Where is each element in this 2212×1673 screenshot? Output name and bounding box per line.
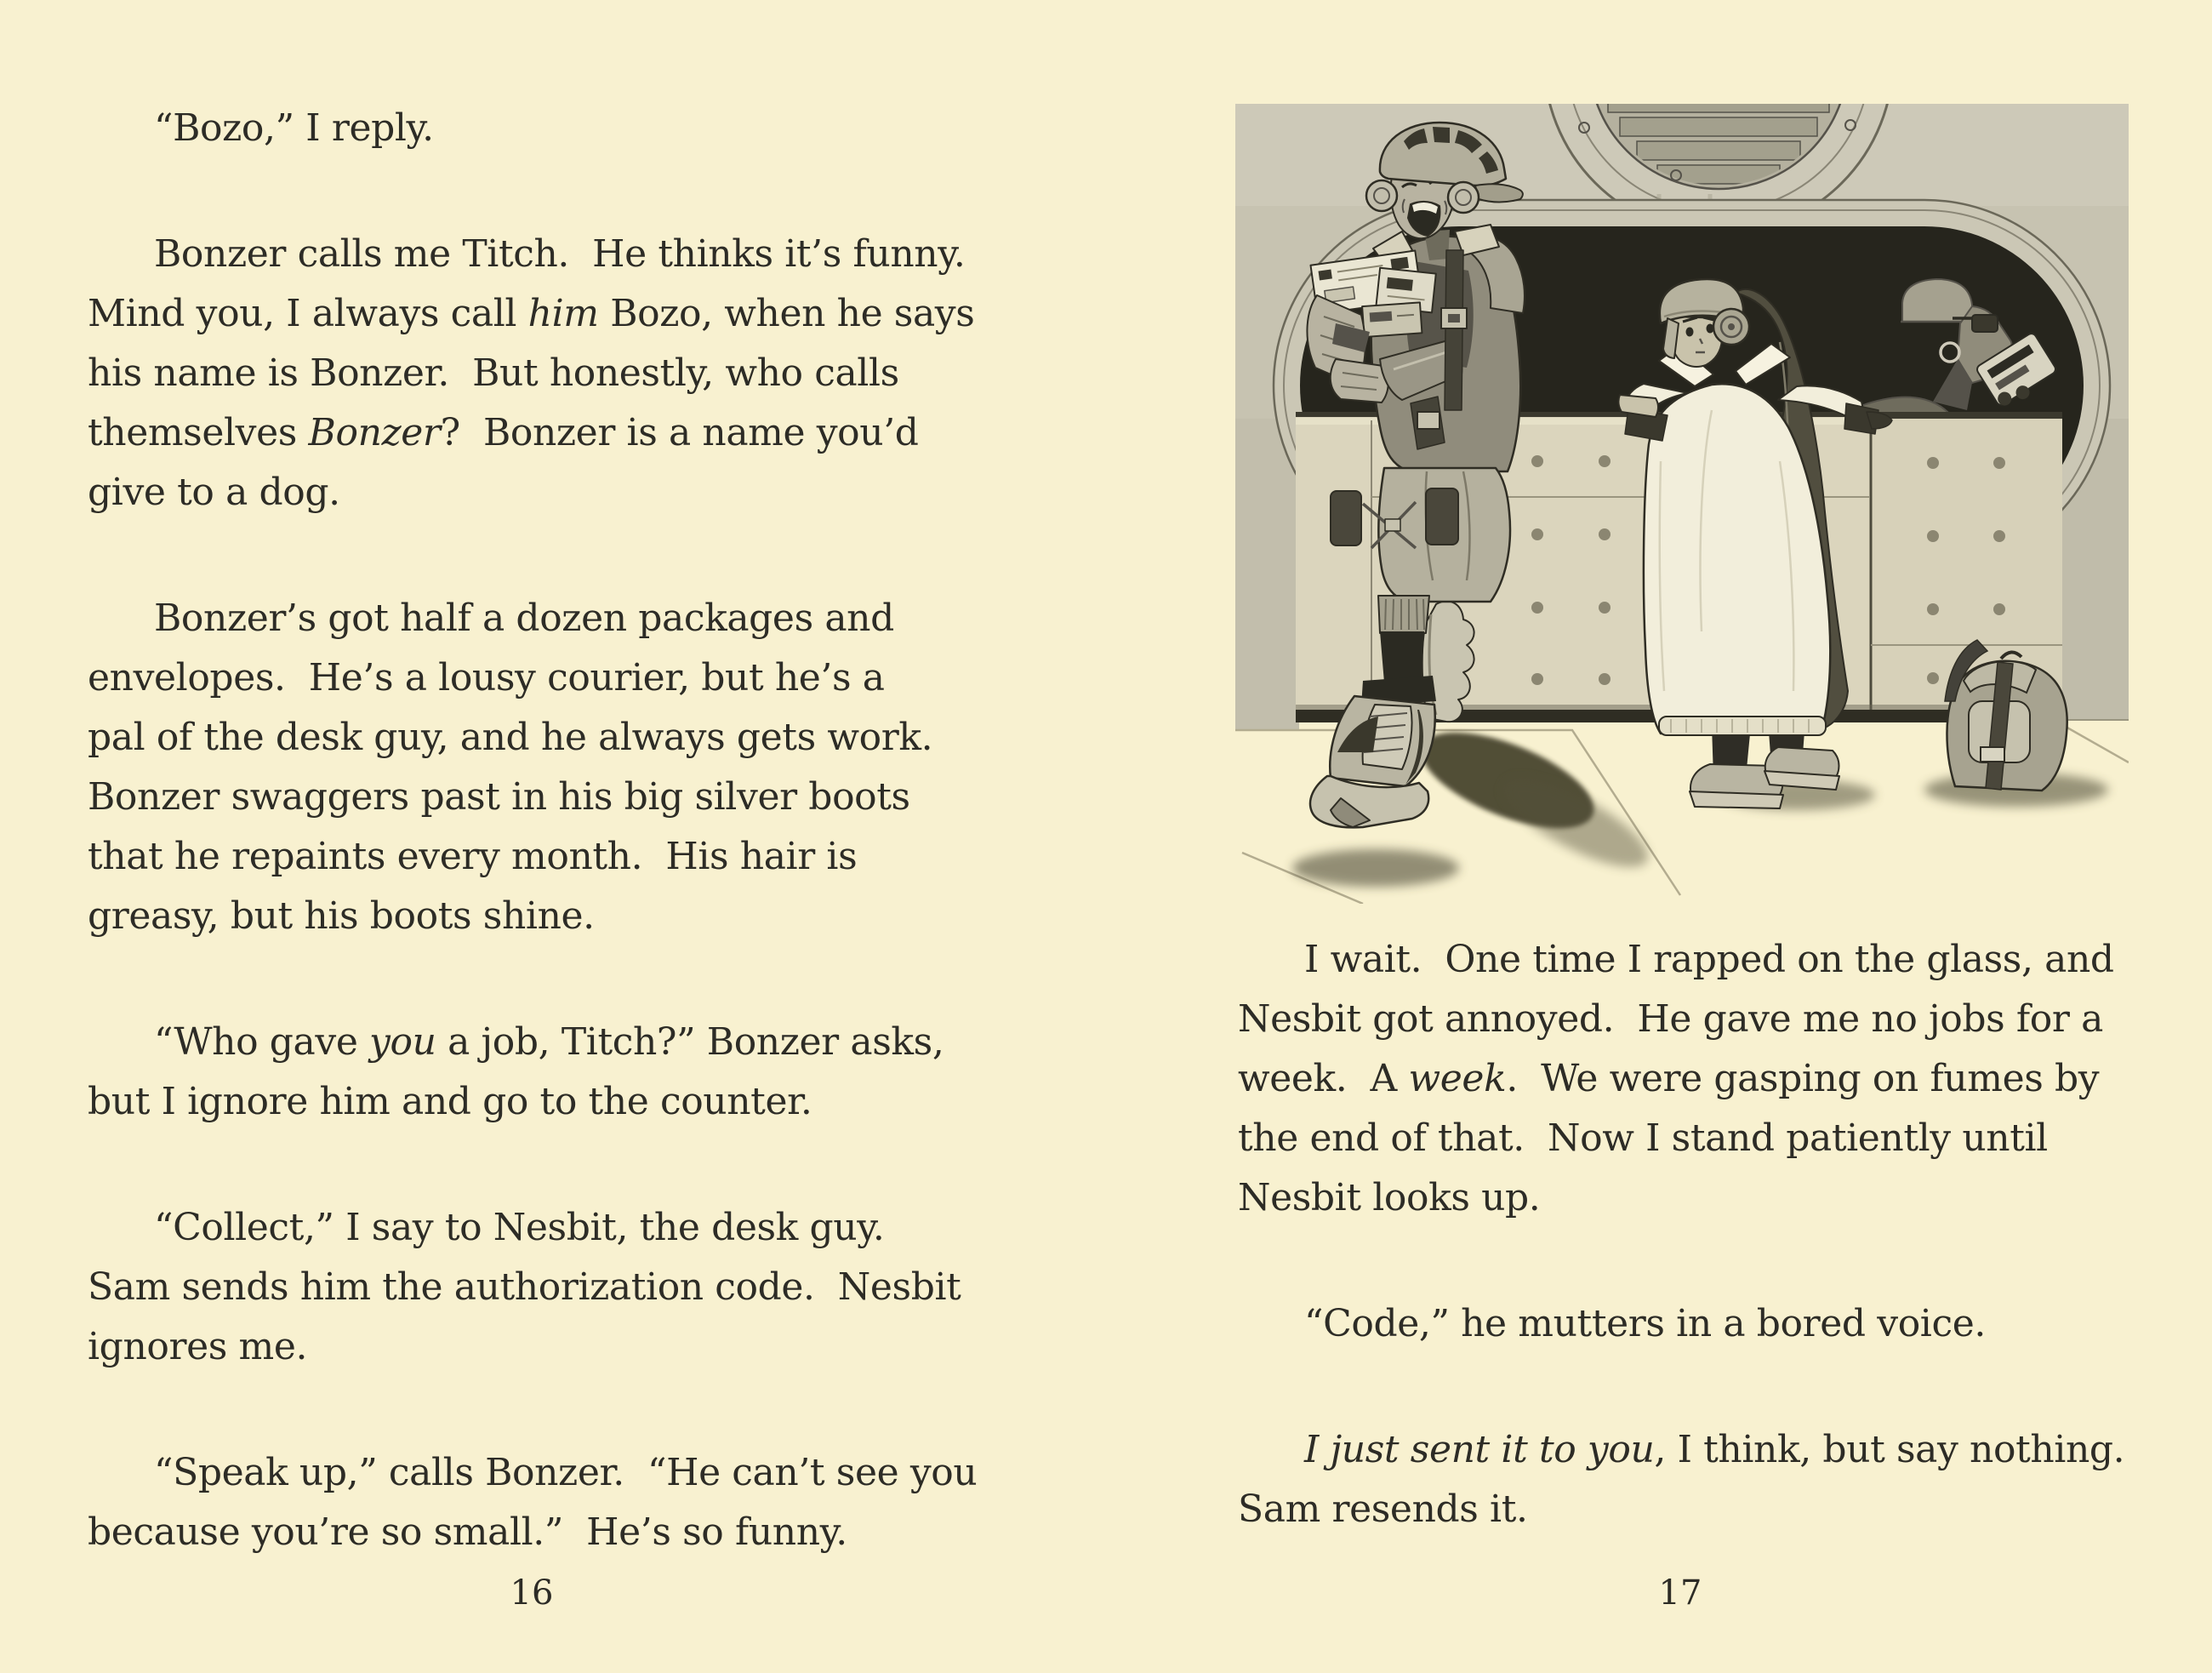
paragraph: I wait. One time I rapped on the glass, and Nesbit got annoyed. He gave me no jobs for a week. A week. We were gasping on fumes by the end of that. Now I stand patiently until Nesbit looks up. [1238,938,2114,1219]
paragraph: “Code,” he mutters in a bored voice. [1304,1302,1986,1345]
right-page [1106,0,2212,1673]
paragraph: “Bozo,” I reply. [154,106,434,150]
illustration-svg [1235,104,2129,904]
paragraph: Bonzer calls me Titch. He thinks it’s funny. Mind you, I always call him Bozo, when he says his name is Bonzer. But honestly, who calls themselves Bonzer? Bonzer is a name you’d give to a dog. [88,232,975,514]
right-page-number: 17 [1658,1573,1702,1613]
paragraph: “Collect,” I say to Nesbit, the desk guy. Sam sends him the authorization code. Nesbit ignores me. [88,1206,961,1368]
story-illustration [1235,104,2129,904]
left-page-text [88,99,1006,1629]
paragraph: “Who gave you a job, Titch?” Bonzer asks, but I ignore him and go to the counter. [88,1020,944,1123]
left-page-number: 16 [510,1573,554,1613]
courier-headphone-icon [1366,180,1397,211]
paragraph: “Speak up,” calls Bonzer. “He can’t see you because you’re so small.” He’s so funny. [88,1451,978,1554]
paragraph: I just sent it to you, I think, but say nothing. Sam resends it. [1238,1428,2125,1531]
right-page-text [1238,930,2174,1606]
paragraph: Bonzer’s got half a dozen packages and envelopes. He’s a lousy courier, but he’s a pal of the desk guy, and he always gets work. Bonzer swaggers past in his big silver boots that he repaints every month. His hair is greasy, but his boots shine. [88,597,933,938]
